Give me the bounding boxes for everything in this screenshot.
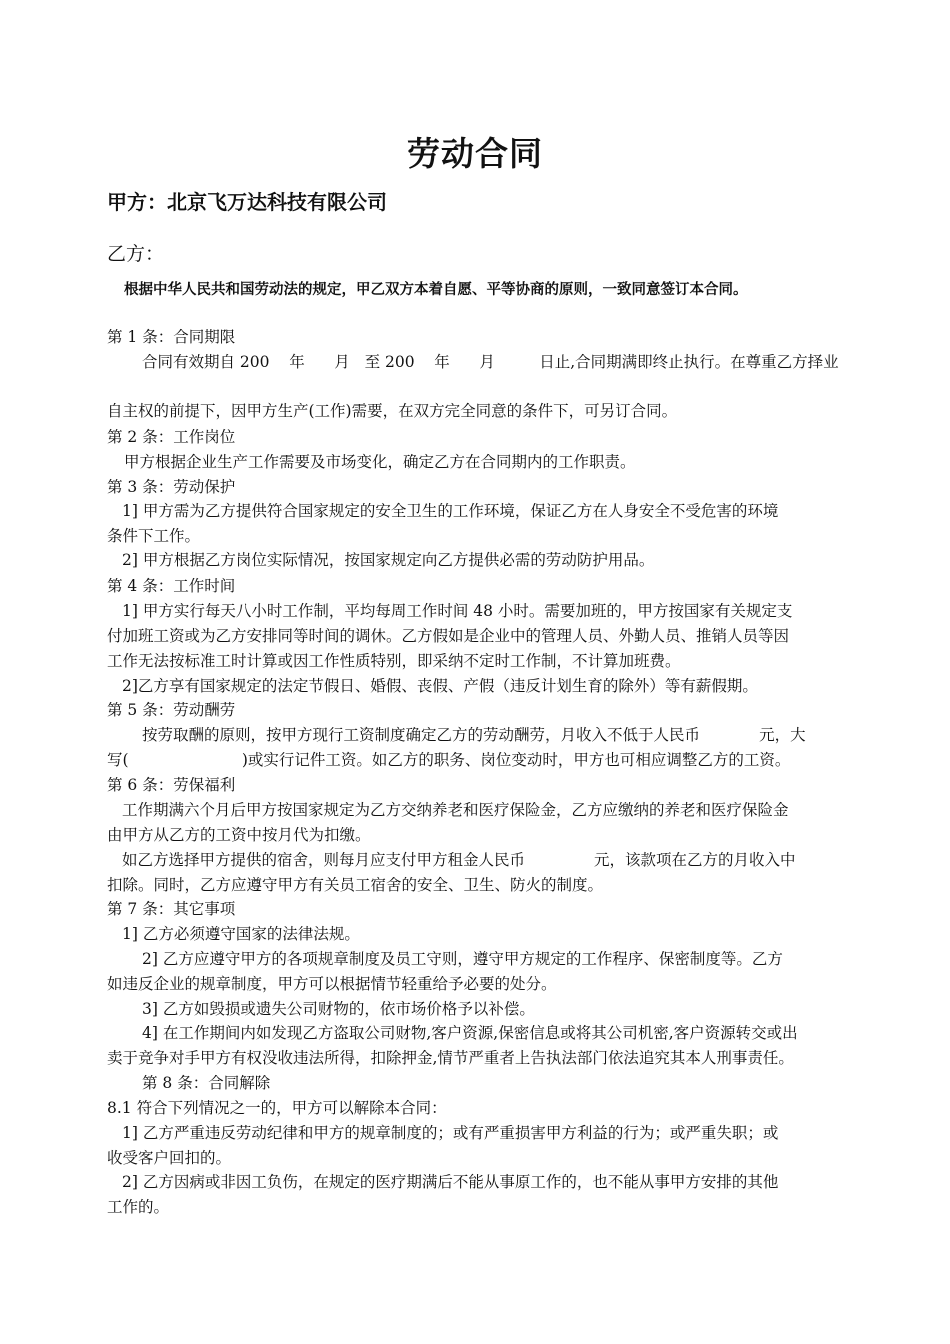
party-a-line: 甲方：北京飞万达科技有限公司: [107, 190, 387, 214]
article-1-heading: 第 1 条：合同期限: [107, 328, 236, 346]
article-4-text: 工作无法按标准工时计算或因工作性质特别，即采纳不定时工作制，不计算加班费。: [107, 652, 681, 670]
article-3-text: 1] 甲方需为乙方提供符合国家规定的安全卫生的工作环境，保证乙方在人身安全不受危害的环境: [122, 502, 779, 520]
article-7-text: 如违反企业的规章制度，甲方可以根据情节轻重给予必要的处分。: [107, 975, 557, 993]
article-6-text: 工作期满六个月后甲方按国家规定为乙方交纳养老和医疗保险金，乙方应缴纳的养老和医疗保险金: [122, 801, 789, 819]
party-b-line: 乙方：: [107, 243, 165, 265]
article-8-text: 8.1 符合下列情况之一的，甲方可以解除本合同：: [107, 1099, 447, 1117]
article-5-heading: 第 5 条：劳动酬劳: [107, 701, 236, 719]
article-2-heading: 第 2 条：工作岗位: [107, 428, 236, 446]
article-6-text: 由甲方从乙方的工资中按月代为扣缴。: [107, 826, 371, 844]
article-6-heading: 第 6 条：劳保福利: [107, 776, 236, 794]
article-1-text: 自主权的前提下，因甲方生产(工作)需要，在双方完全同意的条件下，可另订合同。: [107, 402, 678, 420]
article-7-text: 4] 在工作期间内如发现乙方盗取公司财物,客户资源,保密信息或将其公司机密,客户资源转交或出: [142, 1024, 798, 1042]
article-4-text: 2]乙方享有国家规定的法定节假日、婚假、丧假、产假（违反计划生育的除外）等有薪假期。: [122, 677, 758, 695]
article-4-heading: 第 4 条：工作时间: [107, 577, 236, 595]
article-7-text: 3] 乙方如毁损或遗失公司财物的，依市场价格予以补偿。: [142, 1000, 535, 1018]
article-7-text: 卖于竞争对手甲方有权没收违法所得，扣除押金,情节严重者上告执法部门依法追究其本人刑事责任。: [107, 1049, 794, 1067]
article-7-text: 2] 乙方应遵守甲方的各项规章制度及员工守则，遵守甲方规定的工作程序、保密制度等。乙方: [142, 950, 783, 968]
article-5-text: 按劳取酬的原则，按甲方现行工资制度确定乙方的劳动酬劳，月收入不低于人民币 元，大: [142, 726, 806, 744]
article-4-text: 付加班工资或为乙方安排同等时间的调休。乙方假如是企业中的管理人员、外勤人员、推销人员等因: [107, 627, 790, 645]
document-title: 劳动合同: [407, 134, 543, 173]
article-1-text: 合同有效期自 200 年 月 至 200 年 月 日止,合同期满即终止执行。在尊重乙方择业: [142, 353, 839, 371]
article-2-text: 甲方根据企业生产工作需要及市场变化，确定乙方在合同期内的工作职责。: [124, 453, 636, 471]
intro-paragraph: 根据中华人民共和国劳动法的规定，甲乙双方本着自愿、平等协商的原则，一致同意签订本合同。: [124, 282, 748, 298]
article-7-heading: 第 7 条：其它事项: [107, 900, 236, 918]
article-5-text: 写( )或实行记件工资。如乙方的职务、岗位变动时，甲方也可相应调整乙方的工资。: [107, 751, 791, 769]
article-8-text: 1] 乙方严重违反劳动纪律和甲方的规章制度的；或有严重损害甲方利益的行为；或严重失职；或: [122, 1124, 779, 1142]
article-8-text: 收受客户回扣的。: [107, 1149, 232, 1167]
article-3-heading: 第 3 条：劳动保护: [107, 478, 236, 496]
article-3-text: 2] 甲方根据乙方岗位实际情况，按国家规定向乙方提供必需的劳动防护用品。: [122, 551, 655, 569]
article-8-heading: 第 8 条：合同解除: [142, 1074, 271, 1092]
article-7-text: 1] 乙方必须遵守国家的法律法规。: [122, 925, 360, 943]
article-4-text: 1] 甲方实行每天八小时工作制，平均每周工作时间 48 小时。需要加班的，甲方按国家有关规定支: [122, 602, 793, 620]
article-8-text: 2] 乙方因病或非因工负伤，在规定的医疗期满后不能从事原工作的，也不能从事甲方安排的其他: [122, 1173, 779, 1191]
article-6-text: 如乙方选择甲方提供的宿舍，则每月应支付甲方租金人民币 元，该款项在乙方的月收入中: [122, 851, 796, 869]
article-3-text: 条件下工作。: [107, 527, 201, 545]
article-6-text: 扣除。同时，乙方应遵守甲方有关员工宿舍的安全、卫生、防火的制度。: [107, 876, 604, 894]
article-8-text: 工作的。: [107, 1198, 170, 1216]
